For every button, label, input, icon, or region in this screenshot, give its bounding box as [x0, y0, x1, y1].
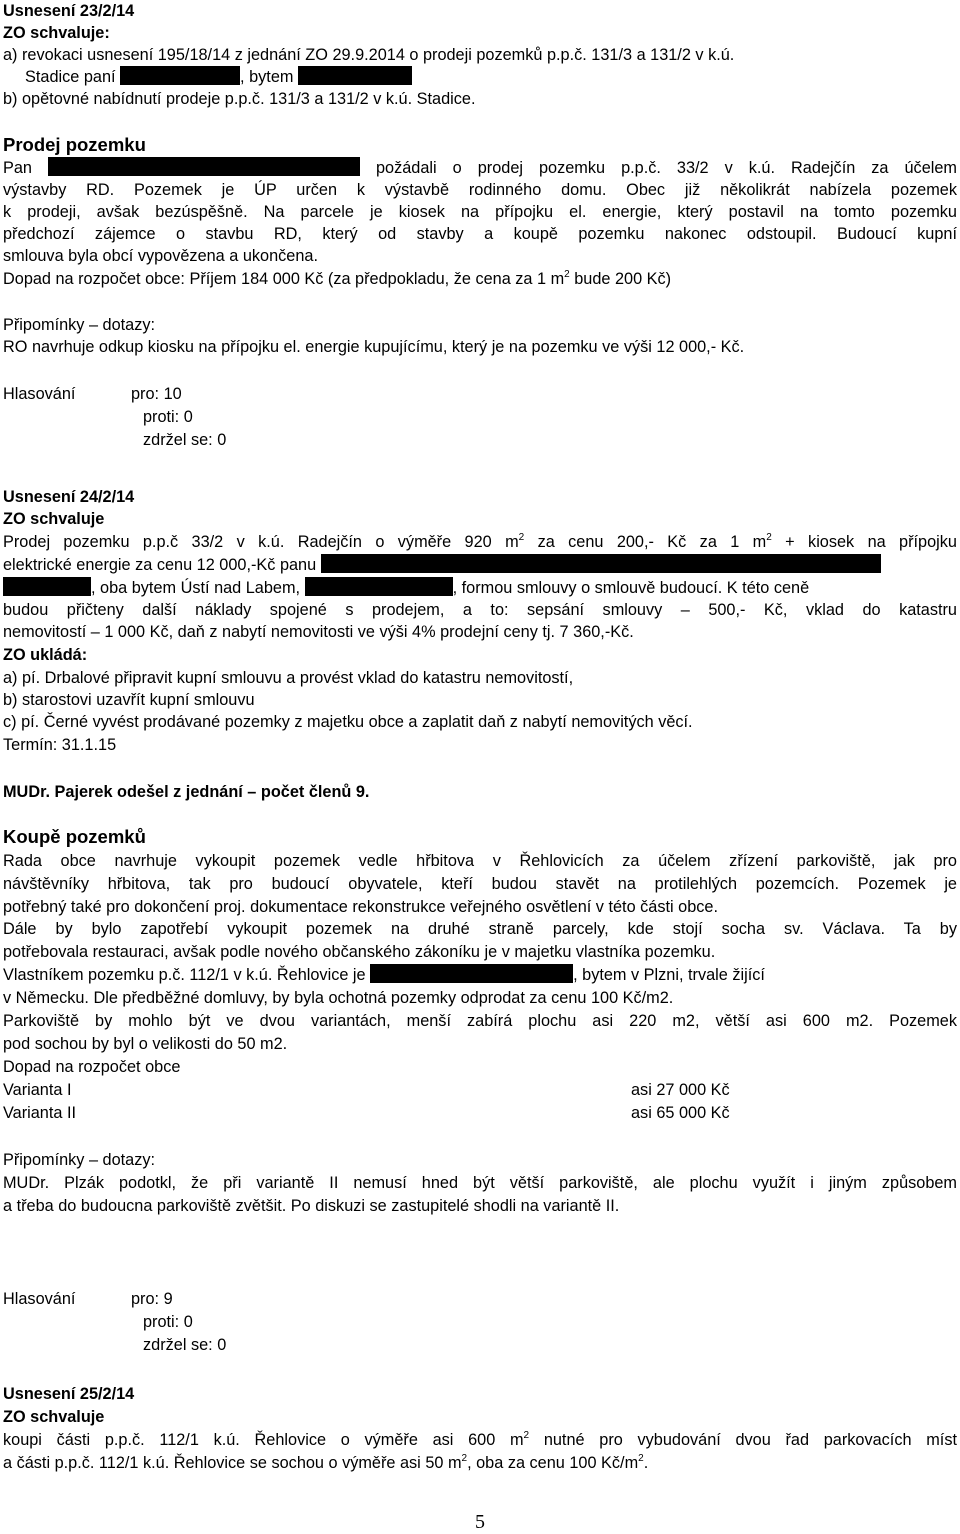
sale-text-line: výstavby RD. Pozemek je ÚP určen k výstavbě rodinného domu. Obec již několikrát nabízela pozemek — [3, 181, 957, 199]
vote-against: proti: 0 — [143, 408, 193, 426]
redaction-box — [370, 964, 573, 983]
vote-against: proti: 0 — [143, 1313, 193, 1331]
resolution-24-line: elektrické energie za cenu 12 000,-Kč panu — [3, 554, 881, 576]
purchase-budget-heading: Dopad na rozpočet obce — [3, 1058, 181, 1076]
redaction-box — [321, 554, 881, 573]
vote-abstain: zdržel se: 0 — [143, 431, 227, 449]
sale-text-line: předchozí zájemce o stavbu RD, který od stavby a koupě pozemku nakonec odstoupil. Budoucí kupní — [3, 225, 957, 243]
redaction-box — [3, 577, 91, 596]
vote-label: Hlasování — [3, 385, 76, 403]
assignment-item-b: b) starostovi uzavřít kupní smlouvu — [3, 691, 255, 709]
purchase-text-line: potřebovala restauraci, avšak podle nového občanského zákoníku je v majetku vlastníka pozemku. — [3, 943, 716, 961]
vote-abstain: zdržel se: 0 — [143, 1336, 227, 1354]
page-number: 5 — [475, 1511, 485, 1533]
resolution-25-approves: ZO schvaluje — [3, 1408, 105, 1426]
purchase-text-line: Parkoviště by mohlo být ve dvou variantách, menší zabírá plochu asi 220 m2, větší asi 600 m2. Pozemek — [3, 1012, 957, 1030]
resolution-25-line: a části p.p.č. 112/1 k.ú. Řehlovice se sochou o výměře asi 50 $m^2$, oba za cenu 100 $Kč/m^2$. — [3, 1453, 649, 1472]
redaction-box — [120, 66, 240, 85]
deadline: Termín: 31.1.15 — [3, 736, 117, 754]
purchase-text-line: návštěvníky hřbitova, tak pro budoucí obyvatele, kteří budou stavět na protilehlých pozemcích. Pozemek je — [3, 875, 957, 893]
redaction-box — [48, 157, 360, 176]
resolution-25-title: Usnesení 25/2/14 — [3, 1385, 135, 1403]
resolution-25-line: koupi části p.p.č. 112/1 k.ú. Řehlovice o výměře asi 600 $m^2$ nutné pro vybudování dvou řad parkovacích míst — [3, 1430, 957, 1449]
resolution-23-item-a-cont: Stadice paní , bytem — [25, 66, 412, 88]
variant-2-value: asi 65 000 Kč — [631, 1104, 730, 1122]
sale-text-line: Pan požádali o prodej pozemku p.p.č. 33/2 v k.ú. Radejčín za účelem — [3, 159, 957, 177]
resolution-24-title: Usnesení 24/2/14 — [3, 488, 135, 506]
sale-text-line: k prodeji, avšak bezúspěšně. Na parcele je kiosek na přípojku el. energie, který postavil na tomto pozemku — [3, 203, 957, 221]
assignment-item-a: a) pí. Drbalové připravit kupní smlouvu a provést vklad do katastru nemovitostí, — [3, 669, 574, 687]
variant-2-label: Varianta II — [3, 1104, 77, 1122]
resolution-23-item-a: a) revokaci usnesení 195/18/14 z jednání ZO 29.9.2014 o prodeji pozemků p.p.č. 131/3 a 131/2 v k.ú. — [3, 46, 735, 64]
council-proposal: RO navrhuje odkup kiosku na přípojku el. energie kupujícímu, který je na pozemku ve výši 12 000,- Kč. — [3, 338, 745, 356]
vote-for: pro: 10 — [131, 385, 182, 403]
resolution-23-approves: ZO schvaluje: — [3, 24, 110, 42]
comments-heading: Připomínky – dotazy: — [3, 316, 156, 334]
resolution-24-line: budou přičteny další náklady spojené s prodejem, a to: sepsání smlouvy – 500,- Kč, vklad do katastru — [3, 601, 957, 619]
purchase-text-line: v Německu. Dle předběžné domluvy, by byla ochotná pozemky odprodat za cenu 100 Kč/m2. — [3, 989, 674, 1007]
discussion-line: MUDr. Plzák podotkl, že při variantě II nemusí hned být větší parkoviště, ale plochu využít i jiným způsobem — [3, 1174, 957, 1192]
purchase-text-line: pod sochou by byl o velikosti do 50 m2. — [3, 1035, 288, 1053]
assignment-item-c: c) pí. Černé vyvést prodávané pozemky z majetku obce a zaplatit daň z nabytí nemovitých věcí. — [3, 713, 693, 731]
member-left-note: MUDr. Pajerek odešel z jednání – počet členů 9. — [3, 783, 370, 801]
resolution-24-line: Prodej pozemku p.p.č 33/2 v k.ú. Radejčín o výměře 920 $m^2$ za cenu 200,- Kč za 1 $m^2$ + kiosek na přípojku — [3, 532, 957, 551]
resolution-24-line: , oba bytem Ústí nad Labem, , formou smlouvy o smlouvě budoucí. K této ceně — [3, 577, 809, 599]
purchase-text-line: Dále by bylo zapotřebí vykoupit pozemek na druhé straně parcely, kde stojí socha sv. Václava. Ta by — [3, 920, 957, 938]
discussion-line: a třeba do budoucna parkoviště zvětšit. Po diskuzi se zastupitelé shodli na variantě II. — [3, 1197, 620, 1215]
variant-1-label: Varianta I — [3, 1081, 72, 1099]
section-heading-purchase: Koupě pozemků — [3, 826, 146, 847]
section-heading-sale: Prodej pozemku — [3, 134, 146, 155]
resolution-24-assigns: ZO ukládá: — [3, 646, 88, 664]
variant-1-value: asi 27 000 Kč — [631, 1081, 730, 1099]
resolution-23-item-b: b) opětovné nabídnutí prodeje p.p.č. 131/3 a 131/2 v k.ú. Stadice. — [3, 90, 476, 108]
resolution-24-approves: ZO schvaluje — [3, 510, 105, 528]
vote-for: pro: 9 — [131, 1290, 173, 1308]
purchase-text-line: Vlastníkem pozemku p.č. 112/1 v k.ú. Řehlovice je , bytem v Plzni, trvale žijící — [3, 966, 765, 984]
vote-label: Hlasování — [3, 1290, 76, 1308]
redaction-box — [298, 66, 412, 85]
comments-heading: Připomínky – dotazy: — [3, 1151, 156, 1169]
redaction-box — [305, 577, 453, 596]
resolution-24-line: nemovitostí – 1 000 Kč, daň z nabytí nemovitosti ve výši 4% prodejní ceny tj. 7 360,-Kč. — [3, 623, 634, 641]
purchase-text-line: potřebný také pro dokončení proj. dokumentace rekonstrukce veřejného osvětlení v této části obce. — [3, 898, 718, 916]
sale-budget-impact: Dopad na rozpočet obce: Příjem 184 000 Kč (za předpokladu, že cena za 1 $m^2$ bude 200 Kč) — [3, 269, 672, 288]
resolution-23-title: Usnesení 23/2/14 — [3, 2, 135, 20]
purchase-text-line: Rada obce navrhuje vykoupit pozemek vedle hřbitova v Řehlovicích za účelem zřízení parkoviště, jak pro — [3, 852, 957, 870]
sale-text-line: smlouva byla obcí vypovězena a ukončena. — [3, 247, 318, 265]
